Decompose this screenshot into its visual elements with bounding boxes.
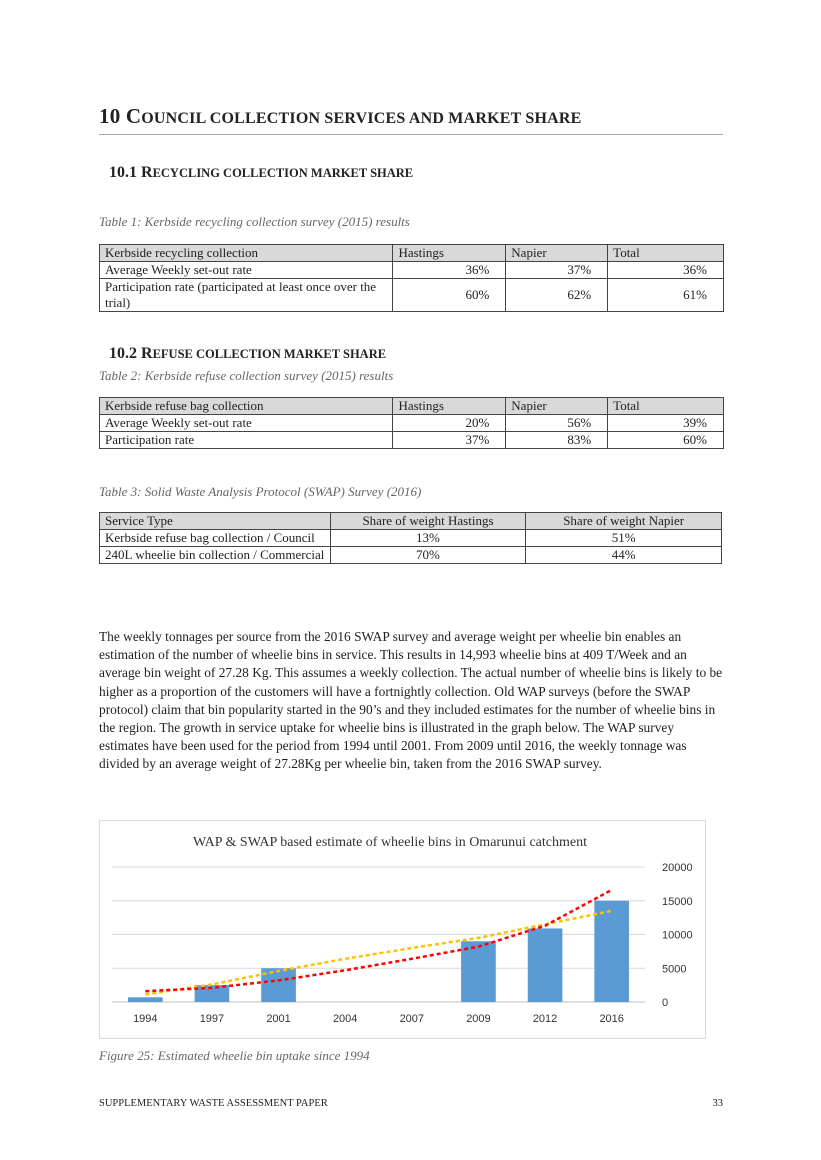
column-header: Hastings <box>393 398 506 415</box>
column-header: Service Type <box>100 513 331 530</box>
column-header: Kerbside recycling collection <box>100 245 393 262</box>
column-header: Kerbside refuse bag collection <box>100 398 393 415</box>
table-row <box>100 530 722 547</box>
table-cell: 36% <box>393 262 506 279</box>
table-cell: 20% <box>393 415 506 432</box>
table-cell: 56% <box>506 415 608 432</box>
y-tick-label: 5000 <box>662 963 687 976</box>
table-cell: 70% <box>330 547 526 564</box>
table-header-row <box>100 513 722 530</box>
table-cell: 39% <box>608 415 724 432</box>
row-label: Average Weekly set-out rate <box>100 415 393 432</box>
chart-title: WAP & SWAP based estimate of wheelie bins in Omarunui catchment <box>193 835 587 850</box>
y-tick-label: 15000 <box>662 895 693 908</box>
bar <box>128 997 163 1002</box>
table-cell: 61% <box>608 279 724 312</box>
table-cell: 44% <box>526 547 722 564</box>
table-header-row <box>100 245 724 262</box>
x-tick-label: 2004 <box>332 1013 358 1025</box>
bar <box>528 928 563 1002</box>
table-cell: 36% <box>608 262 724 279</box>
x-tick-label: 2001 <box>266 1013 291 1025</box>
table-cell: 83% <box>506 432 608 449</box>
column-header: Napier <box>506 398 608 415</box>
subsection-title-recycling: 10.1 RECYCLING COLLECTION MARKET SHARE <box>109 164 414 181</box>
footer-title: SUPPLEMENTARY WASTE ASSESSMENT PAPER <box>99 1098 328 1109</box>
table-header-row <box>100 398 724 415</box>
column-header: Napier <box>506 245 608 262</box>
table-row <box>100 262 724 279</box>
table-row <box>100 279 724 312</box>
x-tick-label: 2012 <box>532 1013 558 1025</box>
subsection-title-refuse: 10.2 REFUSE COLLECTION MARKET SHARE <box>109 345 387 362</box>
section-title: 10 COUNCIL COLLECTION SERVICES AND MARKET SHARE <box>99 104 723 135</box>
table-cell: 60% <box>608 432 724 449</box>
column-header: Total <box>608 398 724 415</box>
row-label: Participation rate <box>100 432 393 449</box>
swap-survey-table <box>99 512 722 564</box>
row-label: Kerbside refuse bag collection / Council <box>100 530 331 547</box>
page-footer <box>99 1098 723 1109</box>
table1-caption: Table 1: Kerbside recycling collection survey (2015) results <box>99 214 410 229</box>
table-cell: 62% <box>506 279 608 312</box>
table-cell: 37% <box>393 432 506 449</box>
column-header: Hastings <box>393 245 506 262</box>
table-cell: 51% <box>526 530 722 547</box>
column-header: Share of weight Napier <box>526 513 722 530</box>
table-cell: 60% <box>393 279 506 312</box>
body-paragraph: The weekly tonnages per source from the 2016 SWAP survey and average weight per wheelie bin enables an estimation of the number of wheelie bins in service. This results in 14,993 wheelie bins at 409 T/Week and an average bin weight of 27.28 Kg. This assumes a weekly collection. The actual number of wheelie bins is likely to be higher as a proportion of the customers will have a fortnightly collection. Old WAP surveys (before the SWAP protocol) claim that bin popularity started in the 90’s and they included estimates for the number of wheelie bins in the region. The growth in service uptake for wheelie bins is illustrated in the graph below. The WAP survey estimates have been used for the period from 1994 until 2001. From 2009 until 2016, the weekly tonnage was divided by an average weight of 27.28Kg per wheelie bin, taken from the 2016 SWAP survey. <box>99 629 723 772</box>
y-tick-label: 10000 <box>662 929 693 942</box>
column-header: Share of weight Hastings <box>330 513 526 530</box>
table-cell: 37% <box>506 262 608 279</box>
column-header: Total <box>608 245 724 262</box>
row-label: 240L wheelie bin collection / Commercial <box>100 547 331 564</box>
table-row <box>100 432 724 449</box>
table-cell: 13% <box>330 530 526 547</box>
bar <box>261 968 296 1002</box>
y-tick-label: 20000 <box>662 862 693 874</box>
x-tick-label: 1994 <box>133 1013 158 1025</box>
recycling-survey-table <box>99 244 724 312</box>
figure-caption: Figure 25: Estimated wheelie bin uptake since 1994 <box>99 1048 370 1063</box>
table3-caption: Table 3: Solid Waste Analysis Protocol (SWAP) Survey (2016) <box>99 484 422 499</box>
wheelie-bin-chart <box>99 820 706 1039</box>
chart-canvas <box>100 821 705 1038</box>
x-tick-label: 2016 <box>599 1013 624 1025</box>
page-number: 33 <box>712 1098 723 1109</box>
table2-caption: Table 2: Kerbside refuse collection survey (2015) results <box>99 368 394 383</box>
bar <box>461 941 496 1002</box>
y-tick-label: 0 <box>662 997 669 1009</box>
row-label: Average Weekly set-out rate <box>100 262 393 279</box>
x-tick-label: 2009 <box>466 1013 491 1025</box>
refuse-survey-table <box>99 397 724 449</box>
x-tick-label: 1997 <box>199 1013 225 1025</box>
x-tick-label: 2007 <box>399 1013 425 1025</box>
bar <box>594 901 629 1002</box>
row-label: Participation rate (participated at least once over the trial) <box>100 279 393 312</box>
table-row <box>100 415 724 432</box>
table-row <box>100 547 722 564</box>
